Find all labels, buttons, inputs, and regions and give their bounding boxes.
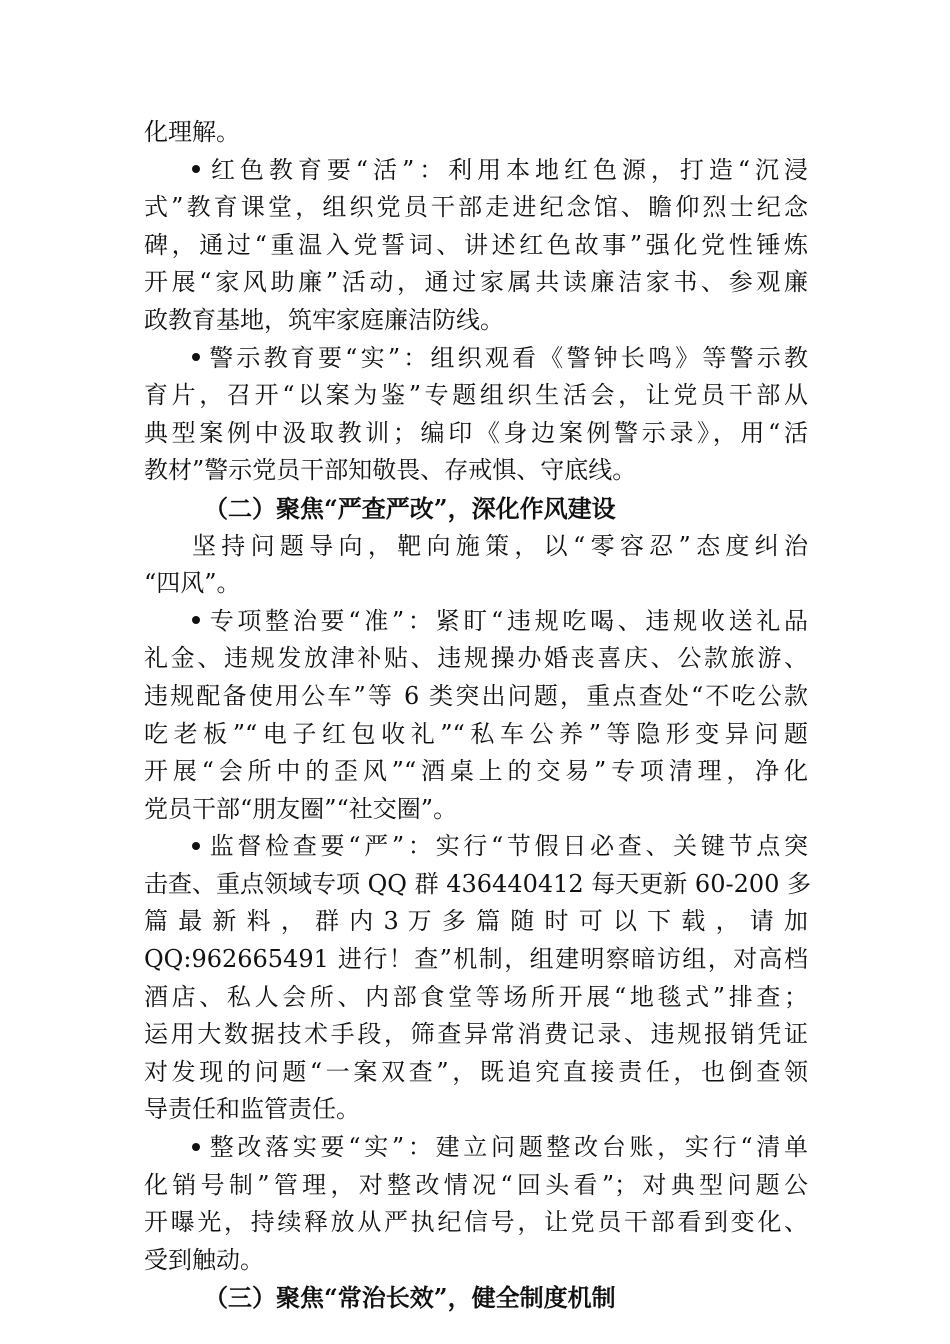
text-line: 典型案例中汲取教训；编印《身边案例警示录》，用“活: [144, 418, 808, 447]
text-line: 警示教育要“实”：组织观看《警钟长鸣》等警示教: [206, 343, 808, 372]
document-page: [144, 114, 812, 1317]
text-line: 红色教育要“活”：利用本地红色源，打造“沉浸: [206, 155, 808, 184]
text-line: 对发现的问题“一案双查”，既追究直接责任，也倒查领: [144, 1057, 808, 1086]
bullet-paragraph-first-line: [144, 828, 808, 866]
text-line: 开展“家风助廉”活动，通过家属共读廉洁家书、参观廉: [144, 268, 808, 297]
text-line: 党员干部“朋友圈”“社交圈”。: [144, 794, 458, 823]
bullet-paragraph-first-line: [144, 1129, 808, 1167]
text-line: 吃老板”“电子红包收礼”“私车公养”等隐形变异问题: [144, 719, 808, 748]
bullet-icon: [192, 616, 200, 624]
bullet-icon: [192, 165, 200, 173]
text-line: 政教育基地，筑牢家庭廉洁防线。: [144, 305, 504, 334]
text-line: 运用大数据技术手段，筛查异常消费记录、违规报销凭证: [144, 1020, 808, 1049]
text-line: 坚持问题导向，靶向施策，以“零容忍”态度纠治: [192, 531, 808, 560]
text-line: 教材”警示党员干部知敬畏、存戒惧、守底线。: [144, 456, 637, 485]
text-line: 化销号制”管理，对整改情况“回头看”；对典型问题公: [144, 1170, 808, 1199]
text-line: 开展“会所中的歪风”“酒桌上的交易”专项清理，净化: [144, 757, 808, 786]
text-line: QQ:962665491 进行！查”机制，组建明察暗访组，对高档: [144, 945, 808, 974]
section-heading: （三）聚焦“常治长效”，健全制度机制: [204, 1283, 616, 1313]
text-line: 专项整治要“准”：紧盯“违规吃喝、违规收送礼品: [206, 606, 808, 635]
text-line: 整改落实要“实”：建立问题整改台账，实行“清单: [206, 1133, 808, 1162]
bullet-paragraph-first-line: [144, 152, 808, 190]
text-line: 导责任和监管责任。: [144, 1095, 360, 1124]
text-line: 式”教育课堂，组织党员干部走进纪念馆、瞻仰烈士纪念: [144, 193, 808, 222]
text-line: 开曝光，持续释放从严执纪信号，让党员干部看到变化、: [144, 1208, 808, 1237]
text-line: 违规配备使用公车”等 6 类突出问题，重点查处“不吃公款: [144, 681, 808, 710]
text-line: 篇 最 新 料 ， 群 内 3 万 多 篇 随 时 可 以 下 载 ， 请 加: [144, 907, 808, 936]
bullet-icon: [192, 353, 200, 361]
text-line: 击查、重点领域专项 QQ 群 436440412 每天更新 60-200 多: [144, 869, 812, 898]
bullet-paragraph-first-line: [144, 603, 808, 641]
text-line: 监督检查要“严”：实行“节假日必查、关键节点突: [206, 832, 808, 861]
bullet-icon: [192, 842, 200, 850]
bullet-paragraph-first-line: [144, 340, 808, 378]
text-line: 碑，通过“重温入党誓词、讲述红色故事”强化党性锤炼: [144, 230, 808, 259]
text-line: 育片，召开“以案为鉴”专题组织生活会，让党员干部从: [144, 381, 808, 410]
text-line: 化理解。: [144, 118, 240, 146]
section-heading: （二）聚焦“严查严改”，深化作风建设: [204, 493, 616, 523]
bullet-icon: [192, 1143, 200, 1151]
text-line: 受到触动。: [144, 1245, 264, 1274]
text-line: 酒店、私人会所、内部食堂等场所开展“地毯式”排查；: [144, 982, 808, 1011]
text-line: 礼金、违规发放津补贴、违规操办婚丧喜庆、公款旅游、: [144, 644, 808, 673]
text-line: “四风”。: [144, 569, 241, 598]
